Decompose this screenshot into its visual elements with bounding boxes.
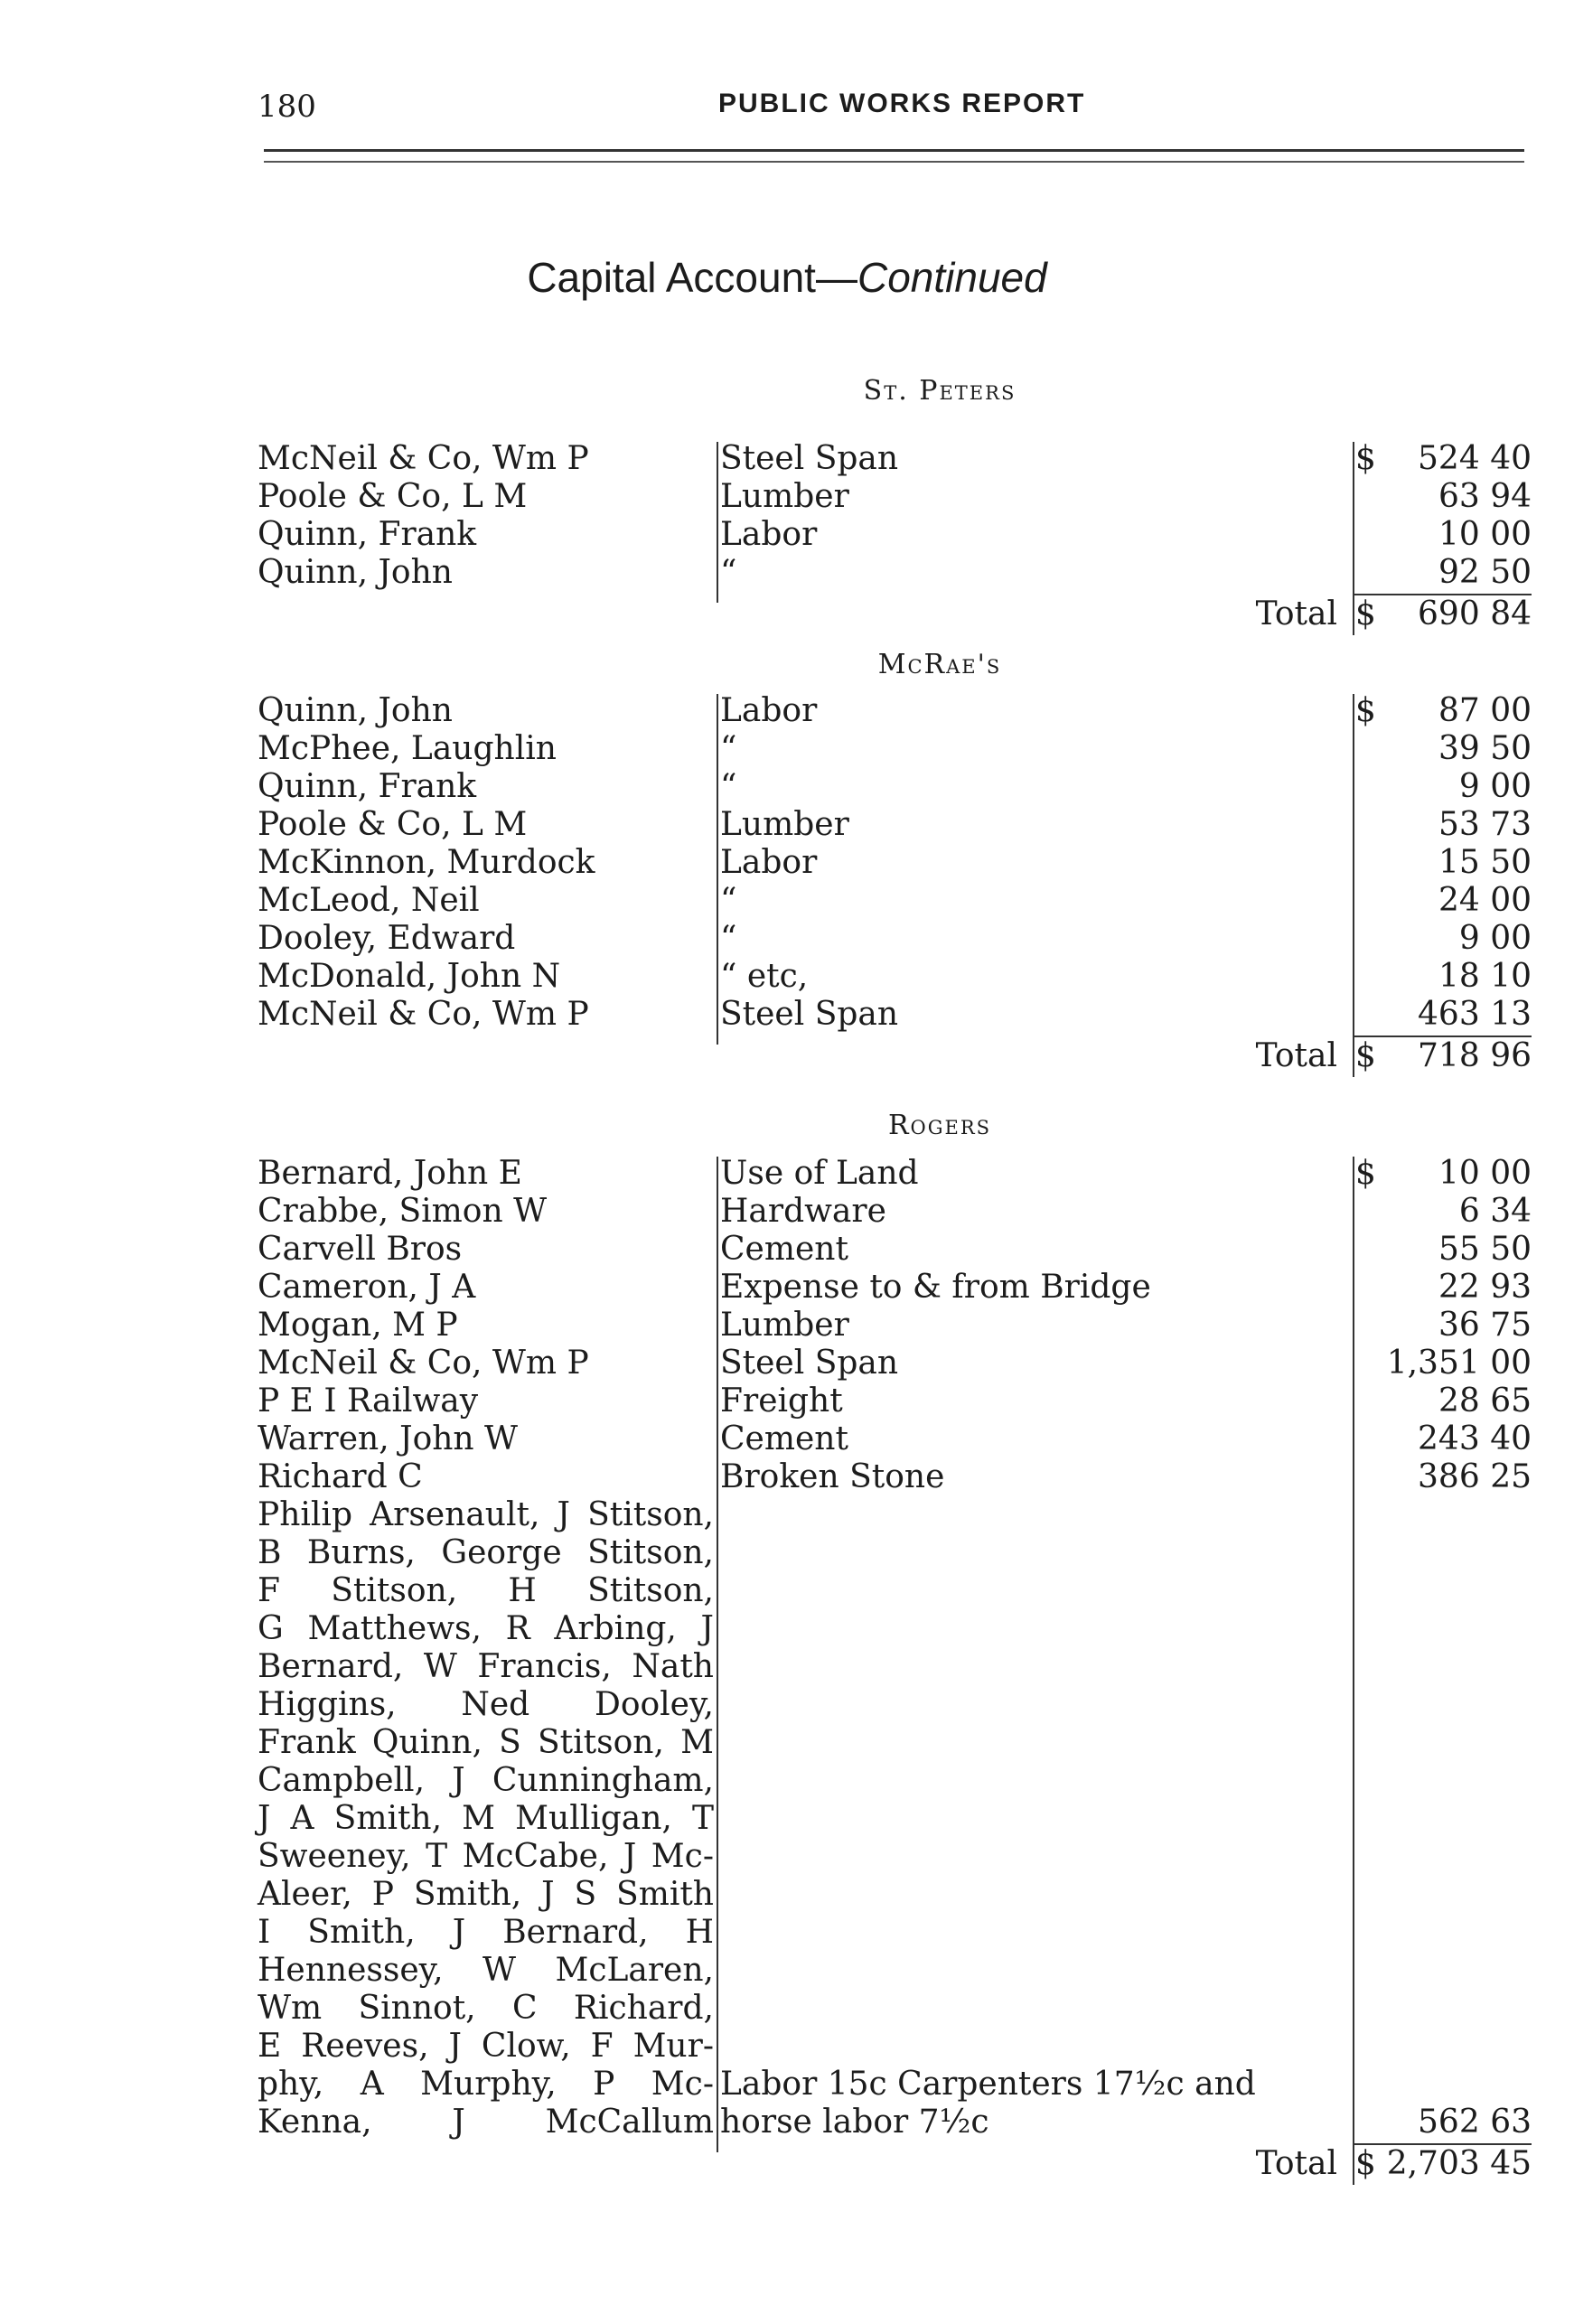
table-row: [258, 958, 1541, 996]
table-row: [258, 1534, 1541, 1572]
payee-name: Richard C: [258, 1458, 423, 1495]
table-row: [258, 440, 1541, 478]
item-description: Labor: [720, 516, 818, 553]
item-description: “: [720, 882, 737, 919]
total-amount: 718 96: [1418, 1037, 1532, 1074]
payee-name: Poole & Co, L M: [258, 478, 528, 515]
table-row: [258, 1496, 1541, 1534]
title-continued: Continued: [857, 254, 1047, 301]
item-description: Hardware: [720, 1193, 886, 1230]
table-row: [258, 1420, 1541, 1458]
amount: 10 00: [1438, 1155, 1532, 1192]
table-row: [258, 730, 1541, 768]
item-description: Lumber: [720, 478, 849, 515]
table-row: [258, 1876, 1541, 1914]
amount: 55 50: [1438, 1231, 1532, 1268]
table-row: [258, 1800, 1541, 1838]
item-description: “: [720, 730, 737, 767]
total-dollar-sign: $: [1355, 2145, 1376, 2182]
table-row: [258, 1231, 1541, 1269]
payee-name: phy, A Murphy, P Mc-: [258, 2066, 714, 2103]
payee-name: Poole & Co, L M: [258, 806, 528, 843]
payee-name: J A Smith, M Mulligan, T: [258, 1800, 714, 1837]
table-row: [258, 1990, 1541, 2028]
section-heading: McRae's: [877, 649, 1002, 680]
header-rule-double: [264, 161, 1524, 163]
payee-name: Kenna, J McCallum: [258, 2104, 714, 2141]
payee-name: McPhee, Laughlin: [258, 730, 557, 767]
amount: 463 13: [1418, 996, 1532, 1033]
table-row: [258, 554, 1541, 592]
table-row: [258, 920, 1541, 958]
table-row: [258, 692, 1541, 730]
amount: 10 00: [1438, 516, 1532, 553]
item-description: Cement: [720, 1231, 848, 1268]
payee-name: Crabbe, Simon W: [258, 1193, 548, 1230]
item-description: horse labor 7½c: [720, 2104, 989, 2141]
table-row: [258, 1686, 1541, 1724]
item-description: Steel Span: [720, 996, 899, 1033]
payee-name: Mogan, M P: [258, 1307, 458, 1344]
payee-name: Frank Quinn, S Stitson, M: [258, 1724, 714, 1761]
description-column-rule: [717, 442, 718, 603]
description-column-rule: [717, 694, 718, 1045]
table-row: [258, 2104, 1541, 2141]
total-amount: 2,703 45: [1386, 2145, 1532, 2182]
payee-name: Bernard, W Francis, Nath: [258, 1648, 714, 1685]
table-row: [258, 1458, 1541, 1496]
table-row: [258, 1952, 1541, 1990]
table-row: [258, 996, 1541, 1034]
item-description: Labor: [720, 692, 818, 729]
payee-name: G Matthews, R Arbing, J: [258, 1610, 714, 1647]
section-heading: St. Peters: [863, 375, 1017, 407]
payee-name: Philip Arsenault, J Stitson,: [258, 1496, 714, 1533]
payee-name: Quinn, Frank: [258, 516, 477, 553]
amount: 243 40: [1418, 1420, 1532, 1457]
payee-name: McNeil & Co, Wm P: [258, 996, 589, 1033]
dollar-sign: $: [1355, 440, 1376, 477]
page-title: [0, 253, 1574, 302]
payee-name: McNeil & Co, Wm P: [258, 1345, 589, 1382]
payee-name: Quinn, Frank: [258, 768, 477, 805]
item-description: Freight: [720, 1382, 843, 1420]
payee-name: Campbell, J Cunningham,: [258, 1762, 714, 1799]
payee-name: Bernard, John E: [258, 1155, 522, 1192]
table-row: [258, 1838, 1541, 1876]
table-row: [258, 1914, 1541, 1952]
total-dollar-sign: $: [1355, 1037, 1376, 1074]
item-description: Steel Span: [720, 1345, 899, 1382]
item-description: Steel Span: [720, 440, 899, 477]
total-label: Total: [1255, 595, 1337, 633]
total-label: Total: [1255, 2145, 1337, 2182]
payee-name: Sweeney, T McCabe, J Mc-: [258, 1838, 714, 1875]
payee-name: F Stitson, H Stitson,: [258, 1572, 714, 1609]
table-row: [258, 1610, 1541, 1648]
table-row: [258, 844, 1541, 882]
item-description: “: [720, 920, 737, 957]
payee-name: B Burns, George Stitson,: [258, 1534, 714, 1571]
running-title: PUBLIC WORKS REPORT: [718, 89, 1086, 118]
payee-name: McKinnon, Murdock: [258, 844, 595, 881]
amount: 562 63: [1418, 2104, 1532, 2141]
payee-name: Wm Sinnot, C Richard,: [258, 1990, 714, 2027]
payee-name: Higgins, Ned Dooley,: [258, 1686, 714, 1723]
table-row: [258, 1307, 1541, 1345]
item-description: Labor: [720, 844, 818, 881]
amount: 9 00: [1458, 768, 1532, 805]
total-label: Total: [1255, 1037, 1337, 1074]
amount: 87 00: [1438, 692, 1532, 729]
table-row: [258, 1155, 1541, 1193]
table-row: [258, 1762, 1541, 1800]
payee-name: E Reeves, J Clow, F Mur-: [258, 2028, 714, 2065]
payee-name: Quinn, John: [258, 692, 453, 729]
table-row: [258, 1345, 1541, 1382]
amount: 524 40: [1418, 440, 1532, 477]
payee-name: McLeod, Neil: [258, 882, 480, 919]
amount: 386 25: [1418, 1458, 1532, 1495]
amount-column-rule: [1353, 1157, 1354, 2185]
item-description: Expense to & from Bridge: [720, 1269, 1151, 1306]
item-description: “: [720, 554, 737, 591]
item-description: Use of Land: [720, 1155, 919, 1192]
table-row: [258, 882, 1541, 920]
table-row: [258, 478, 1541, 516]
payee-name: Dooley, Edward: [258, 920, 516, 957]
total-amount: 690 84: [1418, 595, 1532, 633]
table-row: [258, 516, 1541, 554]
item-description: Broken Stone: [720, 1458, 945, 1495]
amount: 53 73: [1438, 806, 1532, 843]
amount: 1,351 00: [1386, 1345, 1532, 1382]
payee-name: Quinn, John: [258, 554, 453, 591]
page-number: 180: [258, 89, 316, 125]
amount: 18 10: [1438, 958, 1532, 995]
amount: 9 00: [1458, 920, 1532, 957]
section-heading: Rogers: [887, 1110, 992, 1141]
amount: 92 50: [1438, 554, 1532, 591]
table-row: [258, 1193, 1541, 1231]
payee-name: Carvell Bros: [258, 1231, 463, 1268]
table-row: [258, 1724, 1541, 1762]
amount: 36 75: [1438, 1307, 1532, 1344]
amount: 24 00: [1438, 882, 1532, 919]
table-row: [258, 1572, 1541, 1610]
table-row: [258, 2028, 1541, 2066]
description-column-rule: [717, 1157, 718, 2152]
table-row: [258, 768, 1541, 806]
table-row: [258, 1382, 1541, 1420]
total-dollar-sign: $: [1355, 595, 1376, 633]
amount: 6 34: [1458, 1193, 1532, 1230]
payee-name: P E I Railway: [258, 1382, 479, 1420]
amount-column-rule: [1353, 694, 1354, 1077]
item-description: Lumber: [720, 1307, 849, 1344]
table-row: [258, 806, 1541, 844]
amount: 15 50: [1438, 844, 1532, 881]
payee-name: Hennessey, W McLaren,: [258, 1952, 714, 1989]
header-rule: [264, 149, 1524, 152]
payee-name: Cameron, J A: [258, 1269, 476, 1306]
payee-name: McDonald, John N: [258, 958, 561, 995]
table-row: [258, 2066, 1541, 2104]
item-description: Labor 15c Carpenters 17½c and: [720, 2066, 1256, 2103]
item-description: Cement: [720, 1420, 848, 1457]
title-main: Capital Account—: [527, 254, 857, 301]
dollar-sign: $: [1355, 1155, 1376, 1192]
amount: 63 94: [1438, 478, 1532, 515]
table-row: [258, 1269, 1541, 1307]
amount: 22 93: [1438, 1269, 1532, 1306]
amount: 28 65: [1438, 1382, 1532, 1420]
item-description: “ etc,: [720, 958, 809, 995]
amount: 39 50: [1438, 730, 1532, 767]
payee-name: Aleer, P Smith, J S Smith: [258, 1876, 714, 1913]
table-row: [258, 1648, 1541, 1686]
item-description: “: [720, 768, 737, 805]
payee-name: McNeil & Co, Wm P: [258, 440, 589, 477]
dollar-sign: $: [1355, 692, 1376, 729]
payee-name: I Smith, J Bernard, H: [258, 1914, 714, 1951]
item-description: Lumber: [720, 806, 849, 843]
payee-name: Warren, John W: [258, 1420, 519, 1457]
page-header: [258, 89, 1522, 134]
